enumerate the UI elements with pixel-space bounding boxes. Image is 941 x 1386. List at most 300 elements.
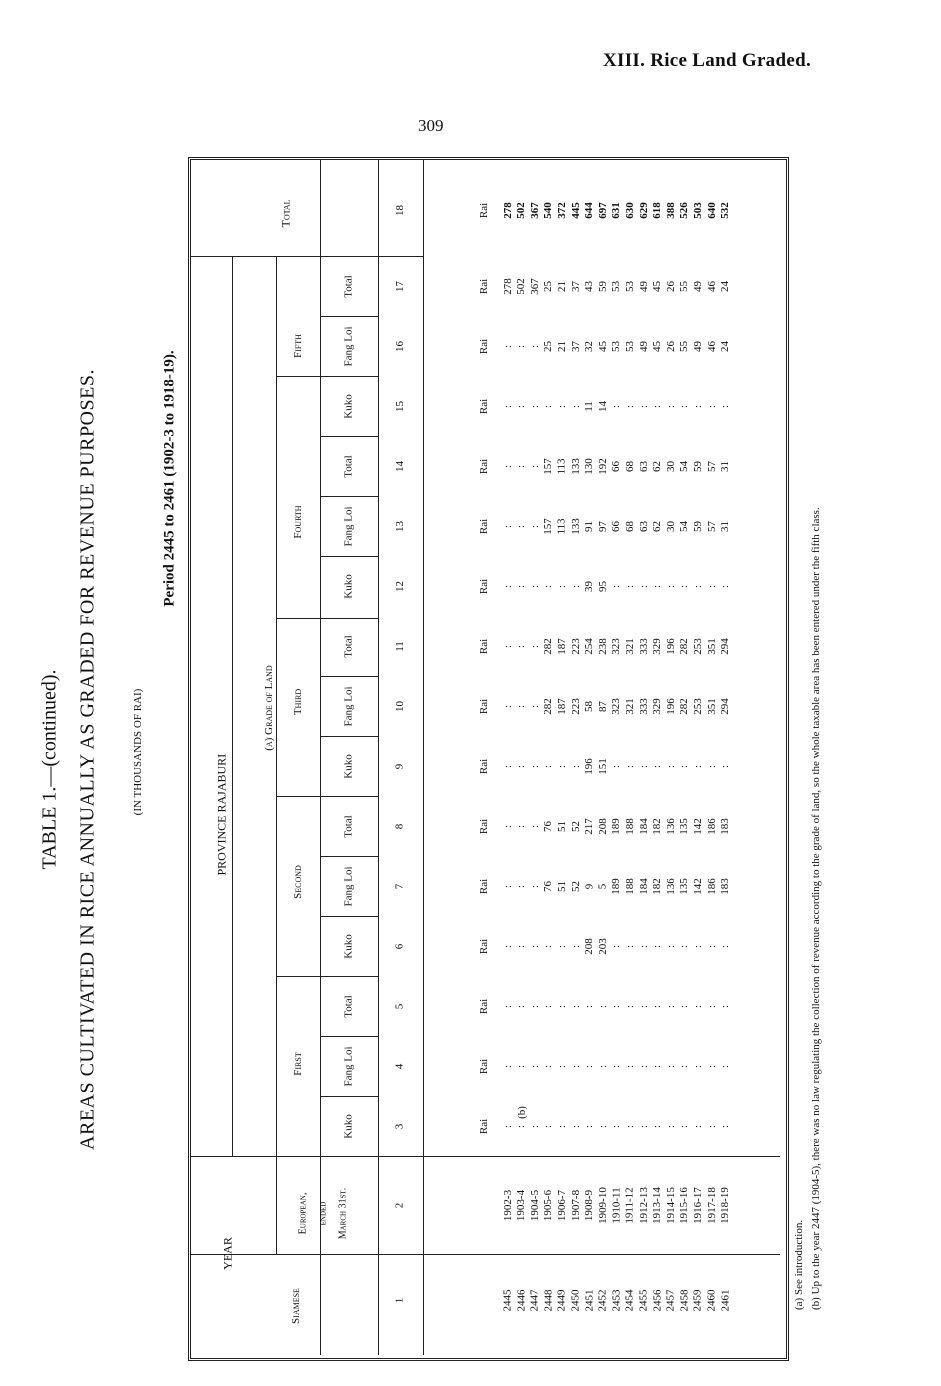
table-label: TABLE 1.—(continued).	[38, 669, 61, 870]
table-cell: :	[501, 524, 514, 528]
table-cell: :	[623, 404, 636, 408]
period-label: Period 2445 to 2461 (1902-3 to 1918-19).	[161, 350, 178, 607]
table-cell: 54	[678, 460, 691, 472]
table-cell: :	[569, 944, 582, 948]
table-cell: 25	[542, 340, 555, 352]
table-cell: 278	[501, 201, 514, 219]
table-cell: :	[528, 884, 541, 888]
table-cell: :	[515, 404, 528, 408]
grade-fifth: Fifth	[292, 334, 304, 358]
subheader-kuko: Kuko	[342, 573, 355, 599]
table-cell: :	[555, 1064, 568, 1068]
unit-label: Rai	[477, 398, 490, 414]
column-number: 4	[393, 1063, 406, 1069]
european-year: 1904-5	[528, 1189, 541, 1221]
table-cell: :	[555, 1124, 568, 1128]
table-cell: 9	[582, 883, 595, 889]
table-cell: 87	[596, 700, 609, 712]
grade-fourth: Fourth	[292, 505, 304, 539]
table-cell: :	[596, 1004, 609, 1008]
table-cell: :	[555, 1004, 568, 1008]
table-cell: 97	[596, 520, 609, 532]
column-number: 11	[393, 640, 406, 652]
table-cell: 503	[691, 201, 704, 219]
table-cell: 59	[596, 280, 609, 292]
siamese-year: 2454	[623, 1289, 636, 1311]
table-cell: :	[528, 1004, 541, 1008]
table-cell: :	[501, 584, 514, 588]
table-cell: 49	[637, 280, 650, 292]
european-year: 1907-8	[569, 1189, 582, 1221]
table-cell: :	[664, 1004, 677, 1008]
table-cell: 323	[610, 637, 623, 655]
table-cell: 157	[542, 457, 555, 475]
table-cell: 629	[637, 201, 650, 219]
table-cell: 697	[596, 201, 609, 219]
table-cell: :	[515, 824, 528, 828]
row-rule	[191, 1254, 780, 1255]
table-cell: 113	[555, 457, 568, 475]
table-cell: 388	[664, 201, 677, 219]
table-cell: 192	[596, 457, 609, 475]
table-cell: :	[610, 584, 623, 588]
grade-third: Third	[292, 688, 304, 716]
column-number: 5	[393, 1003, 406, 1009]
table-cell: :	[528, 824, 541, 828]
table-cell: :	[501, 704, 514, 708]
table-cell: :	[515, 644, 528, 648]
column-number: 17	[393, 280, 406, 292]
table-cell: 135	[678, 877, 691, 895]
subheader-fang-loi: Fang Loi	[342, 865, 355, 907]
table-cell: :	[664, 764, 677, 768]
table-cell: :	[515, 584, 528, 588]
table-cell: 253	[691, 697, 704, 715]
table-cell: 254	[582, 637, 595, 655]
table-cell: 30	[664, 460, 677, 472]
table-cell: :	[515, 1124, 528, 1128]
table-cell: 151	[596, 757, 609, 775]
table-cell: :	[501, 884, 514, 888]
column-number: 13	[393, 520, 406, 532]
footnote-b: (b) Up to the year 2447 (1904-5), there was no law regulating the collection of revenue according to the grade of land, so the whole taxable area has been entered under the fifth class.	[810, 507, 822, 1310]
table-cell: 282	[678, 637, 691, 655]
table-cell: 43	[583, 280, 596, 292]
table-cell: 91	[583, 520, 596, 532]
column-number: 2	[393, 1202, 406, 1208]
table-cell: 186	[705, 817, 718, 835]
table-cell: :	[515, 1064, 528, 1068]
european-year: 1902-3	[501, 1189, 514, 1221]
table-cell: 66	[610, 520, 623, 532]
table-cell: 5	[596, 883, 609, 889]
table-cell: 540	[542, 201, 555, 219]
table-cell: 367	[528, 201, 541, 219]
table-cell: :	[542, 1064, 555, 1068]
table-cell: :	[515, 704, 528, 708]
siamese-year: 2458	[678, 1289, 691, 1311]
table-cell: :	[705, 1124, 718, 1128]
table-cell: :	[501, 644, 514, 648]
table-cell: :	[542, 584, 555, 588]
table-cell: :	[691, 944, 704, 948]
table-cell: :	[678, 1004, 691, 1008]
table-cell: 49	[691, 280, 704, 292]
table-cell: :	[583, 1124, 596, 1128]
table-cell: 136	[664, 877, 677, 895]
table-cell: :	[637, 1064, 650, 1068]
table-cell: :	[719, 1124, 732, 1128]
table-cell: 14	[596, 400, 609, 412]
siamese-year: 2445	[501, 1289, 514, 1311]
column-number: 8	[393, 823, 406, 829]
table-cell: 618	[650, 201, 663, 219]
table-cell: 367	[528, 277, 541, 295]
table-cell: :	[651, 764, 664, 768]
table-cell: 31	[719, 520, 732, 532]
table-cell: 59	[691, 460, 704, 472]
siamese-year: 2459	[691, 1289, 704, 1311]
table-cell: 57	[705, 460, 718, 472]
grade-first: First	[292, 1052, 304, 1076]
table-cell: 52	[569, 880, 582, 892]
table-cell: 157	[542, 517, 555, 535]
table-cell: :	[555, 764, 568, 768]
table-cell: :	[515, 764, 528, 768]
unit-label: Rai	[477, 518, 490, 534]
table-cell: :	[610, 1064, 623, 1068]
table-cell: 282	[542, 697, 555, 715]
table-cell: :	[691, 1064, 704, 1068]
table-cell: :	[623, 944, 636, 948]
column-number: 10	[393, 700, 406, 712]
table-cell: 294	[718, 637, 731, 655]
table-cell: :	[515, 344, 528, 348]
siamese-year: 2451	[583, 1289, 596, 1311]
table-cell: 24	[719, 340, 732, 352]
grade-second: Second	[292, 865, 304, 899]
table-cell: :	[610, 764, 623, 768]
table-cell: :	[501, 464, 514, 468]
table-cell: 68	[623, 520, 636, 532]
table-cell: 95	[596, 580, 609, 592]
table-cell: :	[678, 1124, 691, 1128]
unit-label: Rai	[477, 458, 490, 474]
table-cell: 49	[691, 340, 704, 352]
section-title: XIII. Rice Land Graded.	[602, 50, 811, 71]
table-cell: 39	[583, 580, 596, 592]
table-cell: :	[528, 464, 541, 468]
table-cell: 11	[582, 400, 595, 412]
table-cell: 54	[678, 520, 691, 532]
table-cell: :	[501, 944, 514, 948]
table-cell: 187	[555, 697, 568, 715]
table-cell: 53	[623, 280, 636, 292]
column-number: 16	[393, 340, 406, 352]
table-cell: 26	[664, 280, 677, 292]
table-cell: :	[596, 1064, 609, 1068]
table-cell: 203	[596, 937, 609, 955]
table-cell: :	[542, 764, 555, 768]
table-cell: 68	[623, 460, 636, 472]
row-rule	[191, 1156, 780, 1157]
table-cell: 631	[610, 201, 623, 219]
table-cell: :	[583, 1004, 596, 1008]
european-year: 1909-10	[596, 1186, 609, 1224]
table-cell: :	[678, 1064, 691, 1068]
table-cell: :	[678, 404, 691, 408]
table-cell: 45	[651, 280, 664, 292]
siamese-year: 2452	[596, 1289, 609, 1311]
siamese-year: 2449	[555, 1289, 568, 1311]
table-cell: 208	[582, 937, 595, 955]
table-cell: 502	[514, 277, 527, 295]
table-cell: :	[542, 404, 555, 408]
subheader-kuko: Kuko	[342, 393, 355, 419]
table-cell: :	[637, 1004, 650, 1008]
table-cell: 333	[637, 697, 650, 715]
table-cell: :	[678, 944, 691, 948]
table-cell: 502	[514, 201, 527, 219]
table-cell: :	[528, 584, 541, 588]
european-year: 1912-13	[637, 1186, 650, 1224]
table-cell: 57	[705, 520, 718, 532]
table-cell: 26	[664, 340, 677, 352]
table-cell: :	[691, 1124, 704, 1128]
table-cell: :	[664, 404, 677, 408]
siamese-header: Siamese	[290, 1288, 302, 1324]
table-cell: 53	[610, 340, 623, 352]
main-title: AREAS CULTIVATED IN RICE ANNUALLY AS GRADED FOR REVENUE PURPOSES.	[76, 369, 99, 1150]
table-cell: :	[501, 764, 514, 768]
unit-label: Rai	[477, 278, 490, 294]
european-year: 1916-17	[691, 1186, 704, 1224]
table-cell: :	[501, 404, 514, 408]
table-cell: 282	[542, 637, 555, 655]
table-cell: :	[637, 1124, 650, 1128]
table-cell: 630	[623, 201, 636, 219]
table-cell: :	[569, 1064, 582, 1068]
table-cell: :	[610, 1124, 623, 1128]
table-cell: :	[501, 1064, 514, 1068]
siamese-year: 2453	[610, 1289, 623, 1311]
table-cell: :	[569, 404, 582, 408]
table-cell: :	[528, 704, 541, 708]
table-cell: :	[651, 1124, 664, 1128]
table-cell: 133	[569, 457, 582, 475]
table-cell: :	[637, 584, 650, 588]
table-cell: :	[678, 764, 691, 768]
table-cell: :	[651, 584, 664, 588]
subheader-kuko: Kuko	[342, 753, 355, 779]
table-cell: 640	[705, 201, 718, 219]
table-cell: :	[691, 584, 704, 588]
unit-label: Rai	[477, 638, 490, 654]
table-cell: 31	[719, 460, 732, 472]
table-cell: :	[691, 404, 704, 408]
table-cell: :	[542, 1124, 555, 1128]
table-cell: :	[569, 584, 582, 588]
table-cell: :	[528, 404, 541, 408]
unit-label: Rai	[477, 338, 490, 354]
table-cell: :	[596, 1124, 609, 1128]
table-cell: 182	[650, 817, 663, 835]
table-cell: 238	[596, 637, 609, 655]
province-label: PROVINCE RAJABURI	[214, 753, 229, 876]
table-cell: :	[705, 404, 718, 408]
column-number: 15	[393, 400, 406, 412]
siamese-year: 2447	[528, 1289, 541, 1311]
table-cell: :	[705, 764, 718, 768]
table-cell: 21	[555, 280, 568, 292]
table-cell: 55	[678, 340, 691, 352]
unit-label: Rai	[477, 818, 490, 834]
table-cell: :	[528, 524, 541, 528]
table-cell: 53	[610, 280, 623, 292]
table-cell: 32	[583, 340, 596, 352]
table-cell: 278	[501, 277, 514, 295]
european-year: 1905-6	[542, 1189, 555, 1221]
table-cell: 223	[569, 637, 582, 655]
table-cell: 294	[718, 697, 731, 715]
siamese-year: 2457	[664, 1289, 677, 1311]
table-cell: 59	[691, 520, 704, 532]
table-cell: :	[623, 1004, 636, 1008]
table-cell: :	[501, 344, 514, 348]
european-year: 1915-16	[678, 1186, 691, 1224]
siamese-year: 2461	[719, 1289, 732, 1311]
table-cell: :	[719, 764, 732, 768]
table-cell: 76	[542, 880, 555, 892]
table-cell: 189	[610, 877, 623, 895]
subheader-fang-loi: Fang Loi	[342, 1045, 355, 1087]
table-cell: :	[705, 1004, 718, 1008]
table-cell: 188	[623, 817, 636, 835]
table-cell: :	[528, 1064, 541, 1068]
siamese-year: 2460	[705, 1289, 718, 1311]
unit-label: Rai	[477, 1058, 490, 1074]
table-cell: :	[664, 1124, 677, 1128]
table-cell: 217	[582, 817, 595, 835]
column-number: 1	[393, 1297, 406, 1303]
siamese-year: 2455	[637, 1289, 650, 1311]
table-cell: 526	[678, 201, 691, 219]
column-number: 12	[393, 580, 406, 592]
subheader-fang-loi: Fang Loi	[342, 685, 355, 727]
table-cell: :	[501, 824, 514, 828]
table-cell: 282	[678, 697, 691, 715]
table-cell: 46	[705, 340, 718, 352]
siamese-year: 2456	[651, 1289, 664, 1311]
table-cell: :	[528, 1124, 541, 1128]
note-b-marker: (b)	[515, 1105, 528, 1119]
table-cell: 186	[705, 877, 718, 895]
table-cell: :	[623, 584, 636, 588]
table-cell: :	[705, 944, 718, 948]
footnote-a: (a) See introduction.	[793, 1219, 805, 1310]
table-cell: 372	[555, 201, 568, 219]
european-year: 1914-15	[664, 1186, 677, 1224]
table-cell: :	[528, 944, 541, 948]
table-cell: 51	[555, 820, 568, 832]
table-cell: 52	[569, 820, 582, 832]
table-cell: 183	[718, 817, 731, 835]
table-cell: :	[719, 1004, 732, 1008]
table-cell: :	[569, 1004, 582, 1008]
column-number: 3	[393, 1123, 406, 1129]
table-cell: :	[515, 944, 528, 948]
column-number: 6	[393, 943, 406, 949]
column-number: 18	[393, 204, 406, 216]
table-cell: 183	[718, 877, 731, 895]
table-cell: 196	[582, 757, 595, 775]
table-cell: :	[610, 404, 623, 408]
table-cell: 351	[705, 697, 718, 715]
table-cell: :	[569, 1124, 582, 1128]
table-cell: :	[569, 764, 582, 768]
european-year: 1918-19	[718, 1186, 731, 1224]
unit-label: Rai	[477, 938, 490, 954]
table-cell: 321	[623, 697, 636, 715]
table-cell: 130	[582, 457, 595, 475]
table-cell: :	[637, 764, 650, 768]
european-year: 1910-11	[610, 1186, 623, 1224]
subheader-kuko: Kuko	[342, 933, 355, 959]
column-number: 7	[393, 883, 406, 889]
european-header-2: ended	[317, 1201, 329, 1226]
table-cell: 184	[637, 877, 650, 895]
table-cell: 321	[623, 637, 636, 655]
european-header-3: March 31st.	[337, 1187, 349, 1240]
page-number: 309	[418, 116, 444, 135]
table-cell: 133	[569, 517, 582, 535]
table-cell: :	[610, 944, 623, 948]
table-cell: 223	[569, 697, 582, 715]
table-cell: 184	[637, 817, 650, 835]
table-cell: :	[637, 944, 650, 948]
table-cell: 62	[651, 520, 664, 532]
table-cell: :	[528, 764, 541, 768]
total-header: Total	[278, 199, 293, 228]
table-cell: :	[555, 944, 568, 948]
table-cell: :	[515, 884, 528, 888]
column-number: 14	[393, 460, 406, 472]
european-year: 1906-7	[555, 1189, 568, 1221]
table-cell: :	[719, 584, 732, 588]
table-cell: :	[637, 404, 650, 408]
table-cell: :	[651, 1004, 664, 1008]
table-cell: 351	[705, 637, 718, 655]
unit-label: Rai	[477, 578, 490, 594]
table-cell: 63	[637, 460, 650, 472]
table-cell: 187	[555, 637, 568, 655]
table-cell: 142	[691, 817, 704, 835]
table-cell: :	[515, 464, 528, 468]
table-cell: :	[705, 584, 718, 588]
year-header: YEAR	[220, 1237, 235, 1270]
table-cell: 329	[650, 637, 663, 655]
table-cell: 62	[651, 460, 664, 472]
siamese-year: 2446	[515, 1289, 528, 1311]
table-cell: 113	[555, 517, 568, 535]
table-cell: :	[501, 1124, 514, 1128]
table-cell: 189	[610, 817, 623, 835]
unit-label: Rai	[477, 998, 490, 1014]
subheader-fang-loi: Fang Loi	[342, 505, 355, 547]
table-cell: :	[583, 1064, 596, 1068]
unit-label: Rai	[477, 878, 490, 894]
table-cell: :	[664, 1064, 677, 1068]
